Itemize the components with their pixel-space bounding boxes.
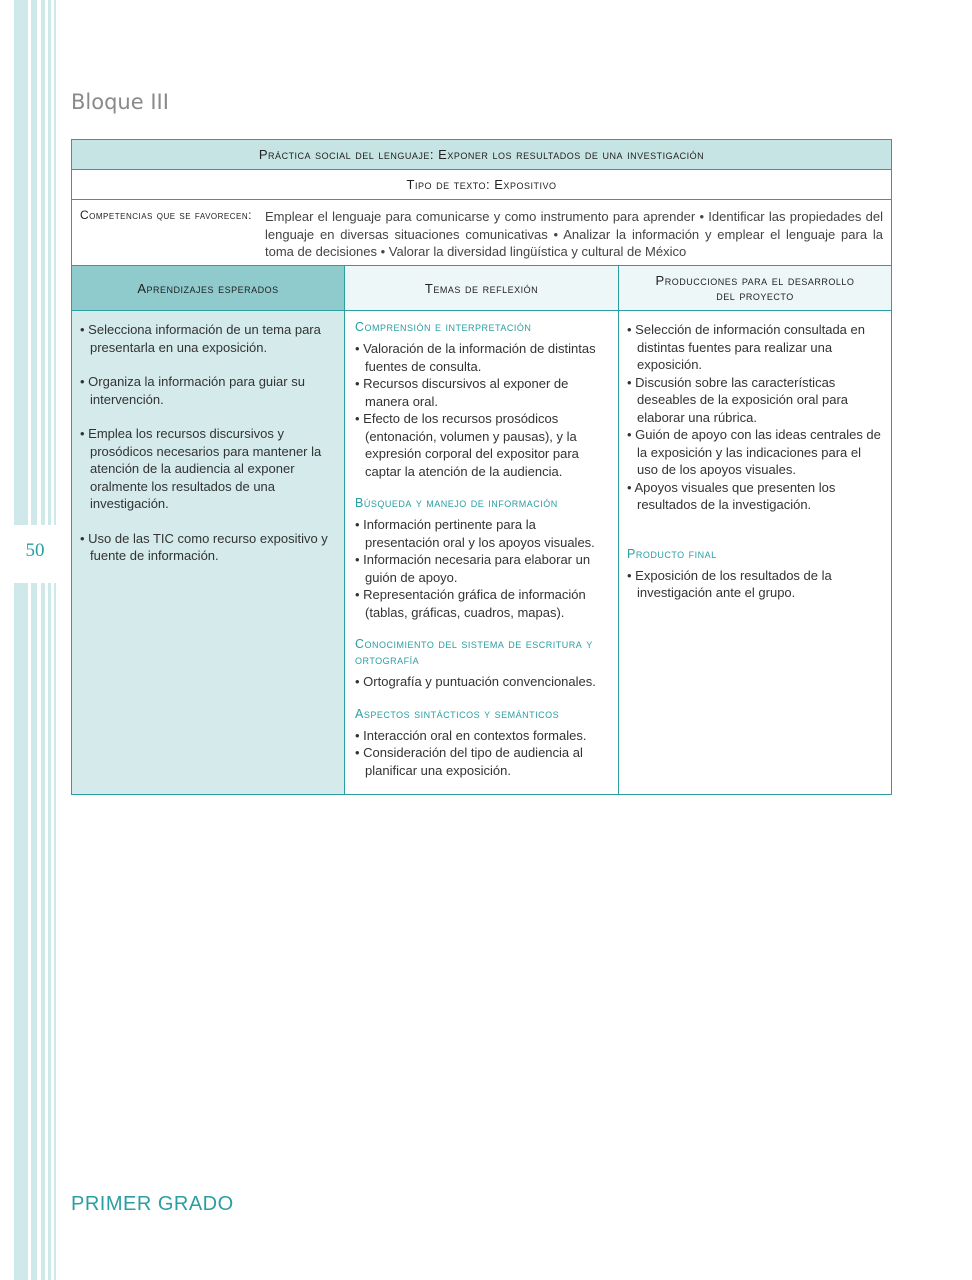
list-item: • Ortografía y puntuación convencionales. [355, 674, 596, 689]
list-item: • Guión de apoyo con las ideas centrales de la exposición y las indicaciones para el uso de los apoyos visuales. [627, 427, 881, 477]
list-item: • Información pertinente para la presentación oral y los apoyos visuales. [355, 517, 595, 550]
page-number: 50 [25, 540, 45, 561]
section-heading: Producto final [627, 546, 717, 561]
tipo-texto-row: Tipo de texto: Expositivo [72, 170, 891, 200]
aprendizajes-column [72, 311, 345, 794]
section-heading: Aspectos sintácticos y semánticos [355, 706, 560, 721]
list-item: • Exposición de los resultados de la investigación ante el grupo. [627, 567, 832, 600]
header-aprendizajes: Aprendizajes esperados [72, 266, 345, 310]
practica-social-row: Práctica social del lenguaje: Exponer los resultados de una investigación [72, 140, 891, 170]
page-margin-stripes [14, 0, 59, 1280]
list-item: • Organiza la información para guiar su intervención. [80, 374, 305, 407]
list-item: • Recursos discursivos al exponer de manera oral. [355, 376, 569, 409]
temas-column [345, 311, 619, 794]
competencias-label: Competencias que se favorecen: [80, 208, 252, 222]
list-item: • Selección de información consultada en distintas fuentes para realizar una exposición. [627, 322, 865, 372]
list-item: • Interacción oral en contextos formales. [355, 727, 587, 743]
list-item: • Efecto de los recursos prosódicos (entonación, volumen y pausas), y la expresión corporal del expositor para captar la atención de la audiencia. [355, 411, 579, 479]
producciones-column [619, 311, 891, 794]
header-temas: Temas de reflexión [345, 266, 619, 310]
list-item: • Consideración del tipo de audiencia al planificar una exposición. [355, 745, 583, 778]
competencias-text: Emplear el lenguaje para comunicarse y como instrumento para aprender • Identificar las propiedades del lenguaje en diversas situaciones comunicativas • Analizar la información y emplear el lenguaje para la toma de decisiones • Valorar la diversidad lingüística y cultural de México [265, 209, 883, 259]
header-producciones-label: Producciones para el desarrollo del proyecto [655, 273, 855, 303]
bloque-title: Bloque III [71, 90, 169, 114]
list-item: • Representación gráfica de información (tablas, gráficas, cuadros, mapas). [355, 587, 586, 620]
list-item: • Apoyos visuales que presenten los resultados de la investigación. [627, 479, 836, 512]
table-body [72, 311, 891, 794]
list-item: • Selecciona información de un tema para presentarla en una exposición. [80, 322, 321, 355]
list-item: • Valoración de la información de distintas fuentes de consulta. [355, 341, 596, 374]
section-heading: Comprensión e interpretación [355, 320, 532, 334]
column-headers [72, 266, 891, 311]
list-item: • Discusión sobre las características deseables de la exposición oral para elaborar una rúbrica. [627, 374, 849, 425]
list-item: • Emplea los recursos discursivos y prosódicos necesarios para mantener la atención de la audiencia al exponer oralmente los resultados de una investigación. [80, 426, 322, 511]
list-item: • Información necesaria para elaborar un guión de apoyo. [355, 552, 591, 585]
section-heading: Búsqueda y manejo de información [355, 496, 558, 510]
header-producciones [619, 266, 891, 310]
competencias-row [72, 200, 891, 266]
program-table [71, 139, 892, 795]
section-heading: Conocimiento del sistema de escritura y ortografía [355, 637, 593, 667]
grade-footer: PRIMER GRADO [71, 1193, 234, 1215]
list-item: • Uso de las TIC como recurso expositivo y fuente de información. [80, 530, 328, 563]
